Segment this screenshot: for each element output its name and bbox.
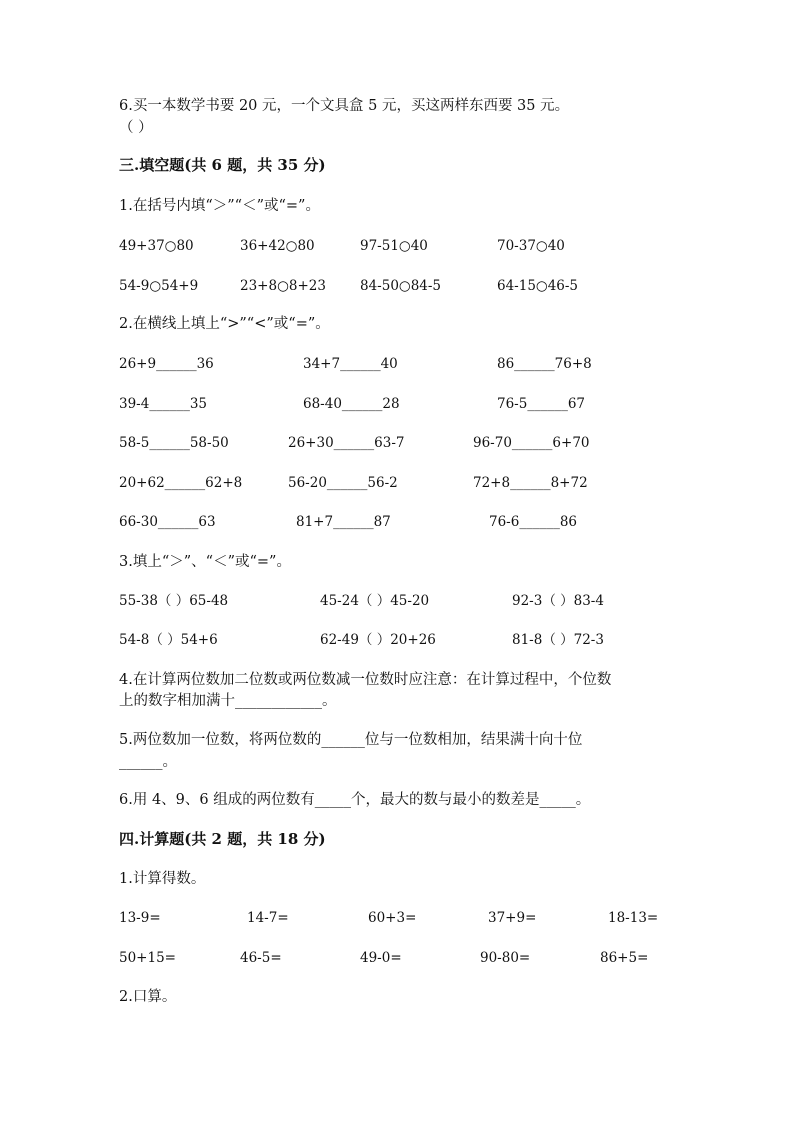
- s4-q1-row-1: [0, 908, 794, 928]
- s4-q1-item: 46-5=: [240, 950, 282, 966]
- s3-q2-item: 81+7______87: [296, 514, 391, 530]
- s3-q3-item: 62-49（ ）20+26: [320, 632, 436, 648]
- s3-q1-item: 49+37○80: [119, 238, 194, 254]
- s4-q1-prompt: 1.计算得数。: [119, 871, 206, 887]
- s3-q3-item: 55-38（ ）65-48: [119, 593, 229, 609]
- s4-q1-row-2: [0, 948, 794, 968]
- s3-q5-line1: 5.两位数加一位数，将两位数的______位与一位数相加，结果满十向十位: [119, 732, 583, 748]
- s3-q2-item: 96-70______6+70: [473, 435, 590, 451]
- s3-q1-item: 97-51○40: [360, 238, 428, 254]
- s4-q1-item: 60+3=: [368, 910, 417, 926]
- s3-q1-row-2: [0, 276, 794, 296]
- s3-q2-row-4: [0, 473, 794, 493]
- s3-q2-item: 72+8______8+72: [473, 475, 588, 491]
- s4-q1-item: 50+15=: [119, 950, 176, 966]
- s3-q3-item: 54-8（ ）54+6: [119, 632, 218, 648]
- s4-q1-item: 13-9=: [119, 910, 161, 926]
- s4-q1-item: 14-7=: [247, 910, 289, 926]
- s3-q1-item: 84-50○84-5: [360, 278, 442, 294]
- s3-q2-row-3: [0, 433, 794, 453]
- s3-q6-prompt: 6.用 4、9、6 组成的两位数有_____个，最大的数与最小的数差是_____。: [119, 792, 591, 808]
- s3-q3-row-1: [0, 591, 794, 611]
- s3-q2-item: 76-5______67: [497, 396, 586, 412]
- s3-q2-item: 68-40______28: [303, 396, 400, 412]
- prev-question-answer-bracket: （ ）: [119, 120, 153, 136]
- s3-q2-item: 76-6______86: [489, 514, 578, 530]
- s3-q2-item: 20+62______62+8: [119, 475, 243, 491]
- s3-q2-row-5: [0, 512, 794, 532]
- s3-q1-item: 54-9○54+9: [119, 278, 199, 294]
- s3-q2-item: 66-30______63: [119, 514, 216, 530]
- s4-q1-item: 86+5=: [600, 950, 649, 966]
- s3-q2-item: 58-5______58-50: [119, 435, 229, 451]
- s4-q1-item: 18-13=: [608, 910, 659, 926]
- s3-q2-item: 39-4______35: [119, 396, 208, 412]
- s4-q2-prompt: 2.口算。: [119, 989, 177, 1005]
- s3-q2-item: 86______76+8: [497, 356, 592, 372]
- section4-title: 四.计算题(共 2 题，共 18 分): [119, 830, 326, 848]
- s3-q1-row-1: [0, 236, 794, 256]
- s3-q3-item: 81-8（ ）72-3: [512, 632, 604, 648]
- s3-q1-prompt: 1.在括号内填“＞”“＜”或“=”。: [119, 198, 320, 214]
- s3-q1-item: 36+42○80: [240, 238, 315, 254]
- section3-title: 三.填空题(共 6 题，共 35 分): [119, 156, 326, 174]
- s3-q1-item: 64-15○46-5: [497, 278, 579, 294]
- s3-q1-item: 23+8○8+23: [240, 278, 326, 294]
- s3-q2-item: 26+30______63-7: [288, 435, 405, 451]
- s3-q2-item: 26+9______36: [119, 356, 214, 372]
- s3-q2-item: 34+7______40: [303, 356, 398, 372]
- s3-q3-item: 92-3（ ）83-4: [512, 593, 604, 609]
- s3-q2-row-1: [0, 354, 794, 374]
- s3-q2-item: 56-20______56-2: [288, 475, 398, 491]
- s3-q3-prompt: 3.填上“＞”、“＜”或“=”。: [119, 554, 291, 570]
- s3-q2-prompt: 2.在横线上填上“>”“<”或“=”。: [119, 316, 330, 332]
- prev-question-line1: 6.买一本数学书要 20 元，一个文具盒 5 元，买这两样东西要 35 元。: [119, 98, 570, 114]
- s3-q3-item: 45-24（ ）45-20: [320, 593, 430, 609]
- s3-q3-row-2: [0, 630, 794, 650]
- s3-q2-row-2: [0, 394, 794, 414]
- s3-q4-line2: 上的数字相加满十____________。: [119, 693, 337, 709]
- s3-q4-line1: 4.在计算两位数加二位数或两位数减一位数时应注意：在计算过程中，个位数: [119, 672, 612, 688]
- s4-q1-item: 90-80=: [480, 950, 531, 966]
- s3-q1-item: 70-37○40: [497, 238, 565, 254]
- s4-q1-item: 49-0=: [360, 950, 402, 966]
- s3-q5-line2: ______。: [119, 754, 177, 770]
- s4-q1-item: 37+9=: [488, 910, 537, 926]
